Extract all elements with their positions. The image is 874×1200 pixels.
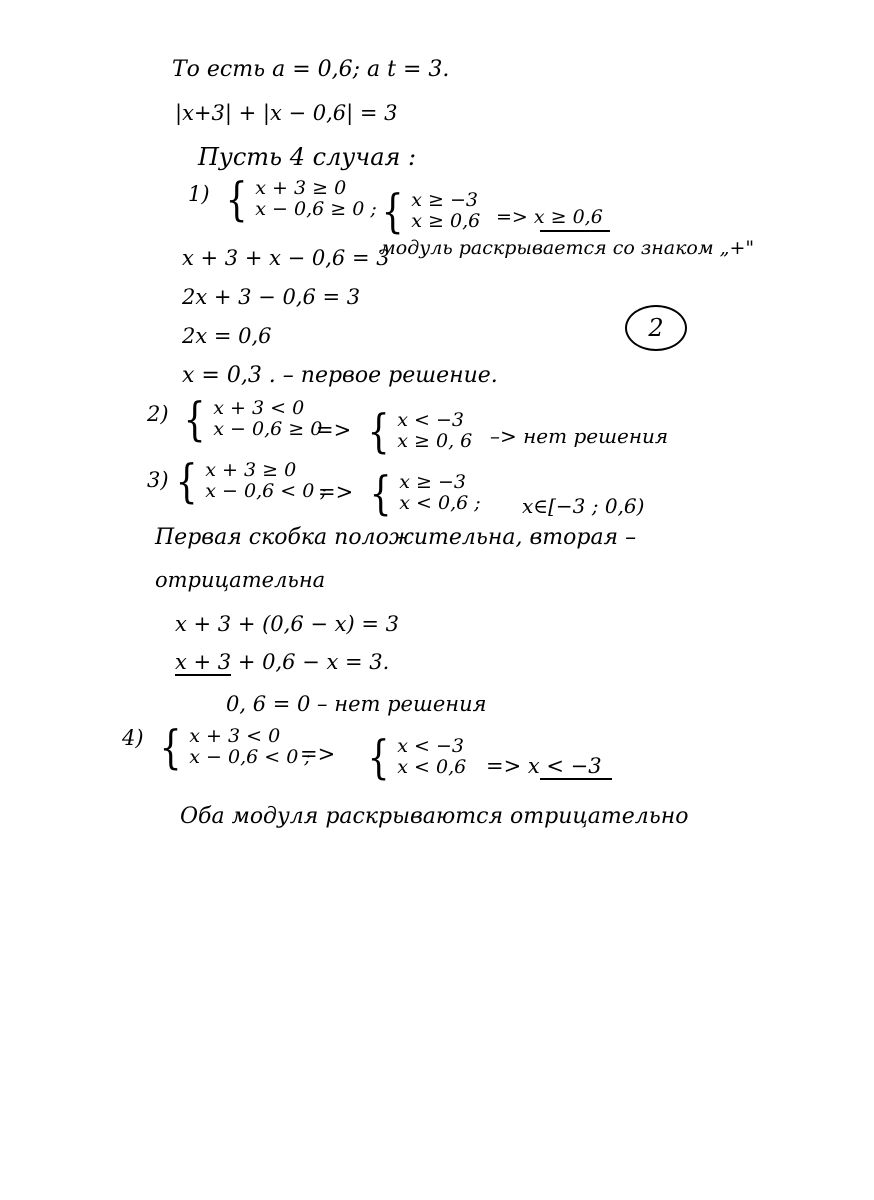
system-row: x < 0,6 ; xyxy=(399,492,481,514)
system-row: x − 0,6 ≥ 0 ; xyxy=(255,198,377,220)
brace-icon: { xyxy=(367,730,390,784)
system-row: x < 0,6 xyxy=(397,756,467,778)
case2-number: 2) xyxy=(147,402,169,426)
system-row: x ≥ 0, 6 xyxy=(397,430,473,452)
cases-heading: Пусть 4 случая : xyxy=(198,143,417,171)
case2-system-right xyxy=(364,404,473,458)
case4-implication: => xyxy=(300,742,336,766)
case3-system-left xyxy=(172,454,327,508)
case1-note: модуль раскрывается со знаком „+" xyxy=(380,237,755,259)
system-row: x + 3 < 0 xyxy=(189,725,281,747)
system-row: x − 0,6 < 0 ; xyxy=(189,746,311,768)
case1-equation-2: 2x + 3 − 0,6 = 3 xyxy=(182,285,361,309)
system-row: x ≥ 0,6 xyxy=(411,210,481,232)
brace-icon: { xyxy=(225,172,248,226)
case2-implication: => xyxy=(316,418,352,442)
system-row: x − 0,6 < 0 ; xyxy=(205,480,327,502)
case3-equation-2: x + 3 + 0,6 − x = 3. xyxy=(175,650,390,674)
case4-result: => x < −3 xyxy=(486,754,602,778)
case3-text-2: отрицательна xyxy=(155,568,326,592)
case2-result: –> нет решения xyxy=(490,424,669,448)
case3-result: x∈[−3 ; 0,6) xyxy=(522,494,645,518)
case4-system-right xyxy=(364,730,467,784)
case1-implication: => x ≥ 0,6 xyxy=(496,206,603,228)
brace-icon: { xyxy=(183,392,206,446)
main-equation: |x+3| + |x − 0,6| = 3 xyxy=(175,101,398,125)
case1-system-left xyxy=(222,172,377,226)
brace-icon: { xyxy=(159,720,182,774)
case4-number: 4) xyxy=(122,726,144,750)
case1-solution: x = 0,3 . – первое решение. xyxy=(182,363,498,388)
brace-icon: { xyxy=(175,454,198,508)
case3-implication: => xyxy=(318,480,354,504)
case4-system-left xyxy=(156,720,311,774)
case3-system-right xyxy=(366,466,481,520)
system-row: x + 3 < 0 xyxy=(213,397,305,419)
system-row: x ≥ −3 xyxy=(411,189,479,211)
system-row: x − 0,6 ≥ 0 xyxy=(213,418,323,440)
system-row: x < −3 xyxy=(397,409,465,431)
case1-equation-3: 2x = 0,6 xyxy=(182,324,272,348)
underline xyxy=(540,230,610,232)
brace-icon: { xyxy=(369,466,392,520)
case3-number: 3) xyxy=(147,468,169,492)
brace-icon: { xyxy=(367,404,390,458)
case1-equation-1: x + 3 + x − 0,6 = 3 xyxy=(182,246,390,270)
system-row: x < −3 xyxy=(397,735,465,757)
case3-equation-3: 0, 6 = 0 – нет решения xyxy=(226,692,487,716)
system-row: x + 3 ≥ 0 xyxy=(205,459,297,481)
underline xyxy=(175,674,231,676)
case1-system-right xyxy=(378,184,481,238)
case3-equation-1: x + 3 + (0,6 − x) = 3 xyxy=(175,612,399,636)
system-row: x + 3 ≥ 0 xyxy=(255,177,347,199)
case1-number: 1) xyxy=(188,182,210,206)
system-row: x ≥ −3 xyxy=(399,471,467,493)
case4-text: Оба модуля раскрываются отрицательно xyxy=(180,804,689,829)
case2-system-left xyxy=(180,392,323,446)
underline xyxy=(540,778,612,780)
case3-text-1: Первая скобка положительна, вторая – xyxy=(155,525,637,550)
circled-number: 2 xyxy=(625,305,687,351)
intro-line: То есть a = 0,6; a t = 3. xyxy=(172,57,450,82)
brace-icon: { xyxy=(381,184,404,238)
